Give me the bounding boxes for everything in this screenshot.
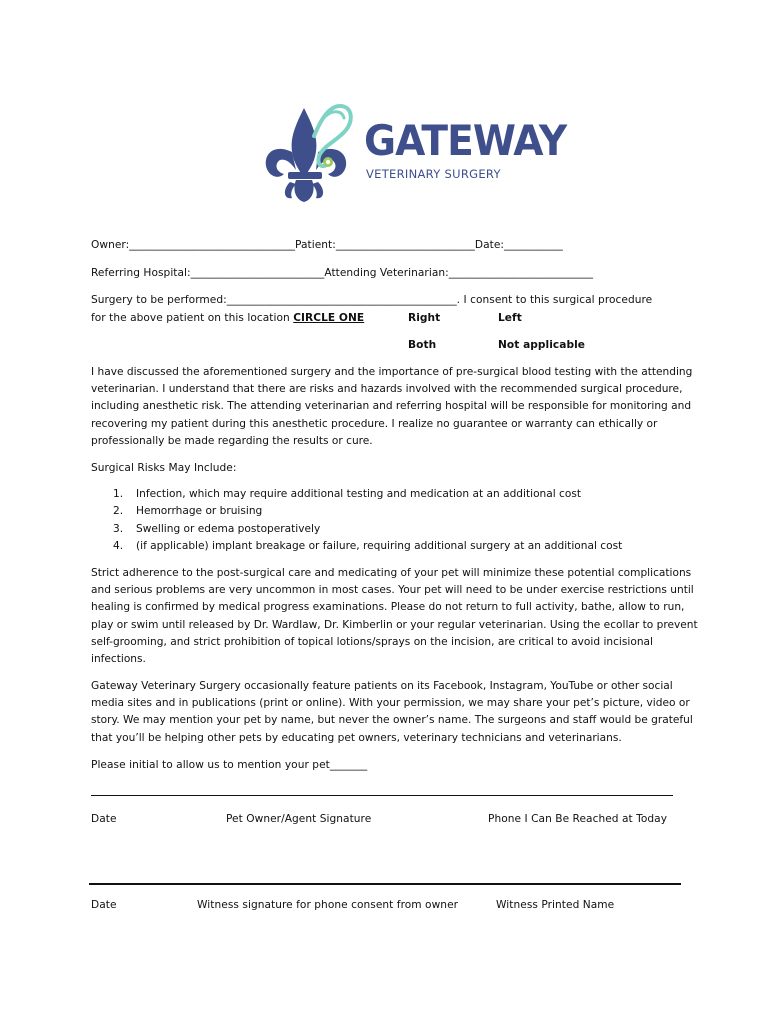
location-line: [91, 310, 364, 327]
paragraph-line: veterinarian. I understand that there are risks and hazards involved with the recommended surgical procedure,: [91, 383, 683, 396]
option-not-applicable[interactable]: Not applicable: [498, 339, 586, 351]
witness-date-label: Date: [91, 899, 117, 911]
gateway-logo: [262, 100, 567, 204]
paragraph-line: Gateway Veterinary Surgery occasionally feature patients on its Facebook, Instagram, YouTube or other social: [91, 680, 673, 692]
paragraph-line: that you’ll be helping other pets by educating pet owners, veterinary technicians and veterinarians.: [91, 731, 622, 744]
list-item: 1. Infection, which may require additional testing and medication at an additional cost: [113, 488, 582, 500]
referring-attending-line[interactable]: Referring Hospital:_________________________Attending Veterinarian:___________________________: [91, 267, 594, 279]
fleur-de-lis-stethoscope-icon: [262, 100, 362, 204]
surgery-line[interactable]: Surgery to be performed:___________________________________________. I consent to this surgical procedure: [91, 294, 653, 306]
owner-signature-label: Pet Owner/Agent Signature: [226, 813, 372, 825]
list-item: 3. Swelling or edema postoperatively: [113, 522, 321, 535]
paragraph-line: healing is confirmed by medical progress examinations. Please do not return to full activity, bathe, allow to run,: [91, 601, 685, 614]
paragraph-line: professionally be made regarding the results or cure.: [91, 434, 373, 447]
owner-patient-date-line[interactable]: Owner:_______________________________Patient:__________________________Date:___________: [91, 239, 563, 251]
paragraph-line: play or swim until released by Dr. Wardlaw, Dr. Kimberlin or your regular veterinarian. Using the ecollar to prevent: [91, 618, 698, 631]
witness-signature-label: Witness signature for phone consent from owner: [197, 899, 459, 911]
option-right[interactable]: Right: [408, 312, 441, 324]
paragraph-line: recovering my patient during this anesthetic procedure. I realize no guarantee or warranty can ethically or: [91, 417, 658, 430]
paragraph-line: I have discussed the aforementioned surgery and the importance of pre-surgical blood testing with the attending: [91, 366, 693, 378]
paragraph-line: and serious problems are very uncommon in most cases. Your pet will need to be under exercise restrictions until: [91, 584, 694, 597]
social-media-paragraph: [91, 678, 691, 747]
location-text: for the above patient on this location: [91, 312, 294, 324]
paragraph-line: self-grooming, and strict prohibition of topical lotions/sprays on the incision, are critical to avoid incisional: [91, 635, 653, 648]
phone-label: Phone I Can Be Reached at Today: [488, 813, 668, 825]
signature-line-1[interactable]: [91, 795, 673, 796]
list-item: 2. Hemorrhage or bruising: [113, 505, 263, 518]
sig-date-label: Date: [91, 813, 117, 825]
signature-line-2[interactable]: [89, 883, 681, 885]
paragraph-line: media sites and in publications (print or online). With your permission, we may share your pet’s picture, video or: [91, 697, 690, 710]
paragraph-line: infections.: [91, 653, 146, 666]
risks-list: [91, 486, 622, 556]
option-both[interactable]: Both: [408, 339, 437, 351]
circle-one-label: CIRCLE ONE: [293, 312, 365, 324]
paragraph-line: including anesthetic risk. The attending veterinarian and referring hospital will be responsible for monitoring and: [91, 400, 692, 413]
consent-paragraph: [91, 364, 691, 450]
initial-line[interactable]: Please initial to allow us to mention your pet_______: [91, 759, 368, 771]
post-care-paragraph: [91, 565, 698, 668]
brand-tagline: VETERINARY SURGERY: [366, 167, 501, 181]
list-item: 4. (if applicable) implant breakage or failure, requiring additional surgery at an additional cost: [113, 540, 623, 553]
option-left[interactable]: Left: [498, 312, 522, 324]
brand-name: GATEWAY: [364, 116, 567, 165]
paragraph-line: Strict adherence to the post-surgical care and medicating of your pet will minimize these potential complications: [91, 567, 692, 579]
witness-printed-name-label: Witness Printed Name: [496, 899, 615, 911]
paragraph-line: story. We may mention your pet by name, but never the owner’s name. The surgeons and staff would be grateful: [91, 714, 693, 727]
risks-heading: Surgical Risks May Include:: [91, 462, 237, 474]
